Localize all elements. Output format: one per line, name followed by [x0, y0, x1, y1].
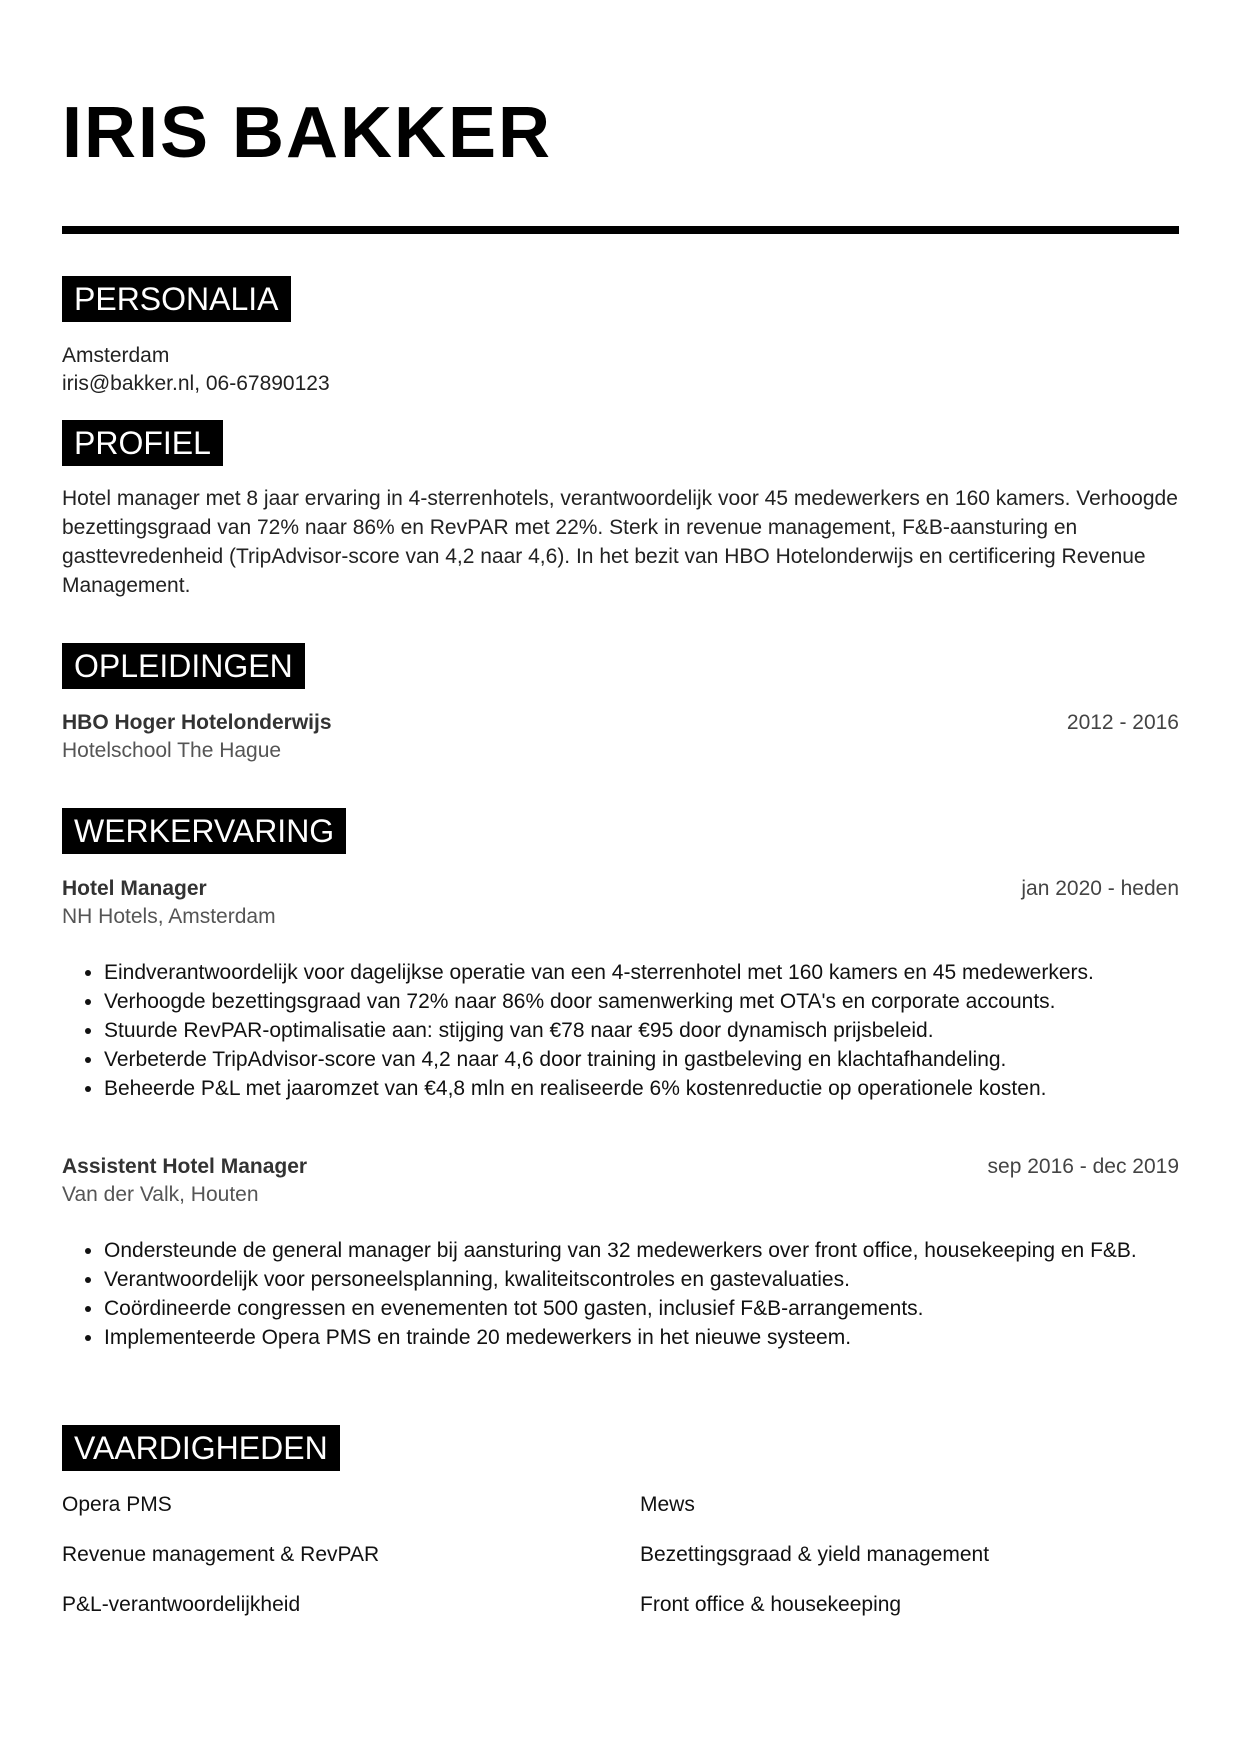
- job-bullet: • Verantwoordelijk voor personeelsplanning, kwaliteitscontroles en gastevaluaties.: [104, 1265, 1179, 1294]
- job-bullets: [62, 1236, 1179, 1352]
- skill-item: P&L-verantwoordelijkheid: [62, 1593, 301, 1616]
- candidate-name: IRIS BAKKER: [62, 93, 553, 173]
- job-bullet: • Stuurde RevPAR-optimalisatie aan: stijging van €78 naar €95 door dynamisch prijsbeleid.: [104, 1016, 1179, 1045]
- job-bullet: • Verbeterde TripAdvisor-score van 4,2 naar 4,6 door training in gastbeleving en klachtafhandeling.: [104, 1045, 1179, 1074]
- skill-item: Opera PMS: [62, 1493, 172, 1516]
- skill-item: Mews: [640, 1493, 695, 1516]
- personalia-contact: iris@bakker.nl, 06-67890123: [62, 372, 330, 395]
- job-bullets: [62, 958, 1179, 1103]
- job-bullet: • Implementeerde Opera PMS en trainde 20 medewerkers in het nieuwe systeem.: [104, 1323, 1179, 1352]
- profile-summary: Hotel manager met 8 jaar ervaring in 4-sterrenhotels, verantwoordelijk voor 45 medewerkers en 160 kamers. Verhoogde bezettingsgraad van 72% naar 86% en RevPAR met 22%. Sterk in revenue management, F&B-aansturing en gasttevredenheid (TripAdvisor-score van 4,2 naar 4,6). In het bezit van HBO Hotelonderwijs en certificering Revenue Management.: [62, 487, 1178, 597]
- section-heading-opleidingen: OPLEIDINGEN: [62, 643, 305, 689]
- header-divider: [62, 226, 1179, 234]
- job-title: Hotel Manager: [62, 877, 207, 900]
- job-bullet: • Verhoogde bezettingsgraad van 72% naar 86% door samenwerking met OTA's en corporate accounts.: [104, 987, 1179, 1016]
- section-heading-werkervaring: WERKERVARING: [62, 808, 346, 854]
- job-period: jan 2020 - heden: [1021, 877, 1179, 900]
- education-school: Hotelschool The Hague: [62, 739, 282, 762]
- section-heading-vaardigheden: VAARDIGHEDEN: [62, 1425, 340, 1471]
- section-heading-profiel: PROFIEL: [62, 420, 223, 466]
- personalia-city: Amsterdam: [62, 344, 170, 367]
- job-bullet: • Eindverantwoordelijk voor dagelijkse operatie van een 4-sterrenhotel met 160 kamers en 45 medewerkers.: [104, 958, 1179, 987]
- job-period: sep 2016 - dec 2019: [987, 1155, 1179, 1178]
- job-bullet: • Coördineerde congressen en evenementen tot 500 gasten, inclusief F&B-arrangements.: [104, 1294, 1179, 1323]
- job-bullet: • Ondersteunde de general manager bij aansturing van 32 medewerkers over front office, housekeeping en F&B.: [104, 1236, 1179, 1265]
- skill-item: Bezettingsgraad & yield management: [640, 1543, 990, 1566]
- education-period: 2012 - 2016: [1066, 711, 1179, 734]
- education-title: HBO Hoger Hotelonderwijs: [62, 711, 332, 734]
- job-company: Van der Valk, Houten: [62, 1183, 259, 1206]
- job-company: NH Hotels, Amsterdam: [62, 905, 276, 928]
- section-heading-personalia: PERSONALIA: [62, 276, 291, 322]
- job-bullet: • Beheerde P&L met jaaromzet van €4,8 mln en realiseerde 6% kostenreductie op operationele kosten.: [104, 1074, 1179, 1103]
- skill-item: Revenue management & RevPAR: [62, 1543, 380, 1566]
- skill-item: Front office & housekeeping: [640, 1593, 902, 1616]
- job-title: Assistent Hotel Manager: [62, 1155, 308, 1178]
